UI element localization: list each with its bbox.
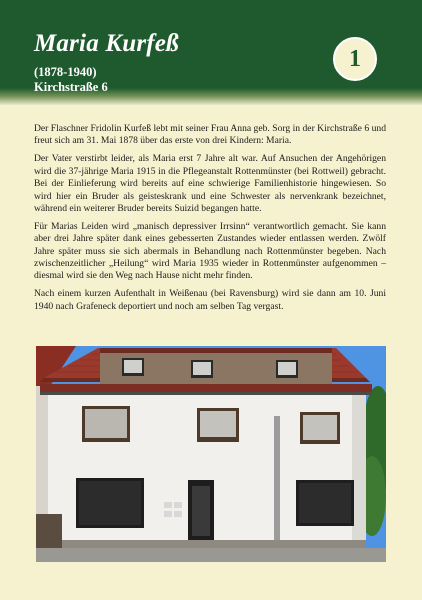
header-banner: [0, 0, 422, 105]
paragraph: Nach einem kurzen Aufenthalt in Weißenau (bei Ravensburg) wird sie dann am 10. Juni 1940 nach Grafeneck deportiert und noch am selben Tag vergast.: [34, 288, 386, 312]
house-photo: [36, 346, 386, 562]
paragraph: Für Marias Leiden wird „manisch depressiver Irrsinn“ verantwortlich gemacht. Sie kann aber drei Jahre später dank eines gebesserten Zustandes wieder entlassen werden. Zwölf Jahre später muss sie sich abermals in Behandlung nach Rottenmünster begeben. Nach zwischenzeitlicher „Heilung“ wird Maria 1935 wieder in Rottenmünster aufgenommen – diesmal wird sie den Weg nach Hause nicht mehr finden.: [34, 220, 386, 282]
number-badge: 1: [333, 37, 377, 81]
paragraph: Der Vater verstirbt leider, als Maria erst 7 Jahre alt war. Auf Ansuchen der Angehörigen wird die 37-jährige Maria 1915 in die Pflegeanstalt Rottenmünster (bei Rottweil) gebracht. Bei der Einlieferung wird bereits auf eine schwierige Familienhistorie hingewiesen. So wird hier ein Bruder als geisteskrank und eine Schwester als nervenkrank bezeichnet, während ein weiterer Bruder bereits Suizid begangen hatte.: [34, 153, 386, 214]
house-illustration: [36, 346, 386, 562]
page-title: Maria Kurfeß: [34, 30, 179, 57]
address: Kirchstraße 6: [34, 80, 108, 94]
paragraph: Der Flaschner Fridolin Kurfeß lebt mit seiner Frau Anna geb. Sorg in der Kirchstraße 6 und freut sich am 31. Mai 1878 über das erste von drei Kindern: Maria.: [34, 123, 386, 147]
biography-text: [34, 123, 386, 319]
life-years: (1878-1940): [34, 65, 97, 79]
